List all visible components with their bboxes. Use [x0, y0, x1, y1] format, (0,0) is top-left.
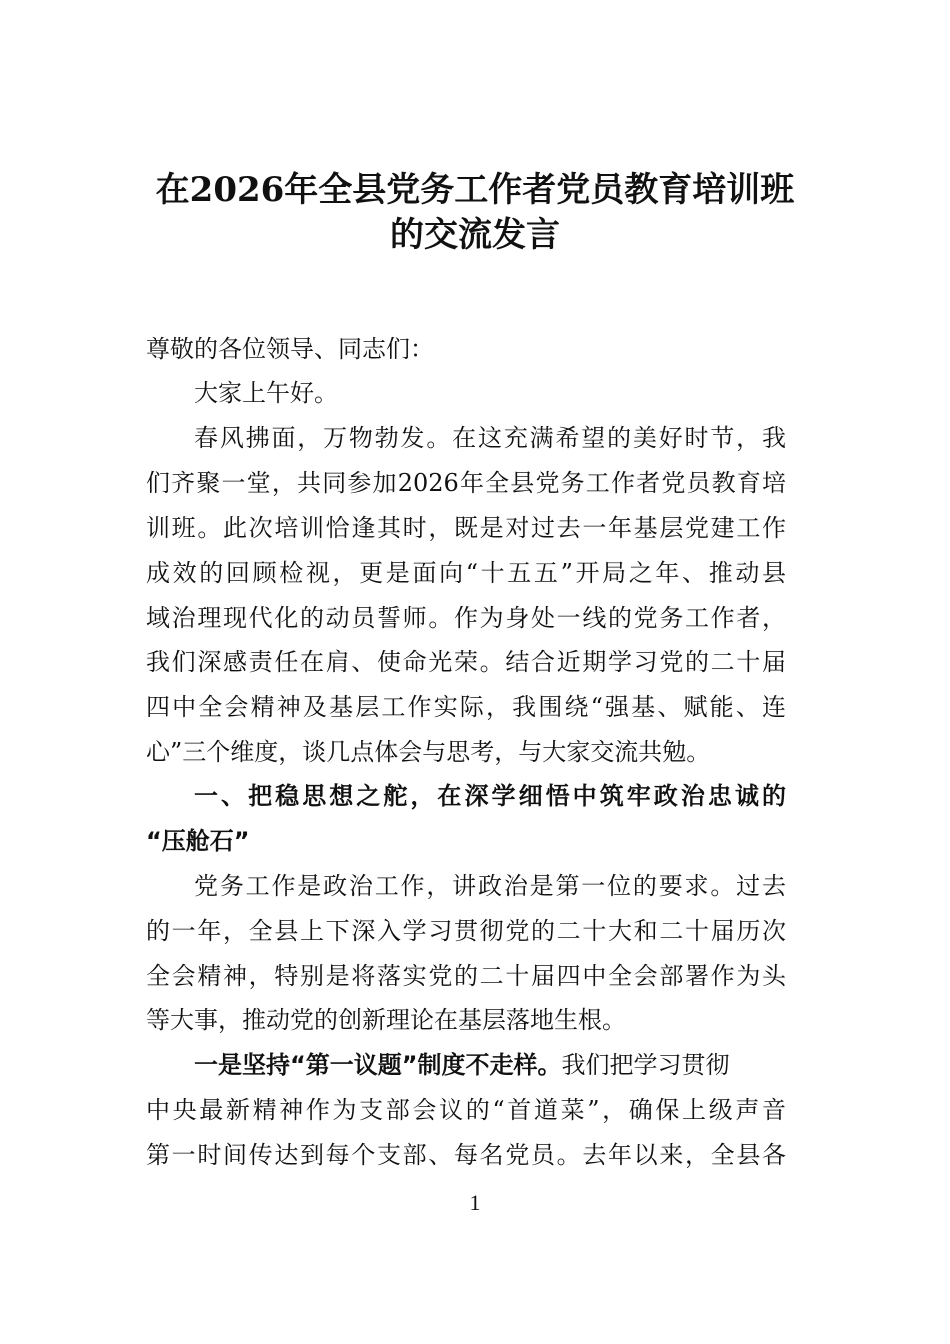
intro-line: 我们深感责任在肩、使命光荣。结合近期学习党的二十届: [146, 648, 786, 676]
document-title-line-1: 在2026年全县党务工作者党员教育培训班: [155, 170, 795, 210]
section-heading-line-2: “压舱石”: [146, 827, 250, 855]
point-one-lead: 一是坚持“第一议题”制度不走样。: [194, 1051, 562, 1079]
intro-line: 心”三个维度，谈几点体会与思考，与大家交流共勉。: [146, 738, 711, 766]
point-one-line: 第一时间传达到每个支部、每名党员。去年以来，全县各: [146, 1141, 786, 1169]
section-paragraph-line: 全会精神，特别是将落实党的二十届四中全会部署作为头: [146, 962, 786, 990]
section-paragraph-line: 党务工作是政治工作，讲政治是第一位的要求。过去: [194, 872, 786, 900]
point-one-first-line: [194, 1050, 786, 1080]
intro-line: 春风拂面，万物勃发。在这充满希望的美好时节，我: [194, 424, 786, 452]
intro-line: 成效的回顾检视，更是面向“十五五”开局之年、推动县: [146, 559, 786, 587]
intro-line: 域治理现代化的动员誓师。作为身处一线的党务工作者，: [146, 604, 786, 632]
point-one-line: 中央最新精神作为支部会议的“首道菜”，确保上级声音: [146, 1096, 786, 1124]
intro-line: 四中全会精神及基层工作实际，我围绕“强基、赋能、连: [146, 693, 786, 721]
document-title-line-2: 的交流发言: [390, 215, 560, 255]
point-one-first-rest: 我们把学习贯彻: [561, 1051, 730, 1079]
section-paragraph-line: 的一年，全县上下深入学习贯彻党的二十大和二十届历次: [146, 917, 786, 945]
section-paragraph-line: 等大事，推动党的创新理论在基层落地生根。: [146, 1006, 626, 1034]
intro-line: 训班。此次培训恰逢其时，既是对过去一年基层党建工作: [146, 514, 786, 542]
page-number: 1: [469, 1190, 481, 1215]
intro-line: 们齐聚一堂，共同参加2026年全县党务工作者党员教育培: [146, 469, 786, 497]
salutation: 尊敬的各位领导、同志们：: [146, 335, 434, 363]
section-heading-line-1: 一、把稳思想之舵，在深学细悟中筑牢政治忠诚的: [194, 782, 786, 810]
greeting: 大家上午好。: [194, 379, 338, 407]
